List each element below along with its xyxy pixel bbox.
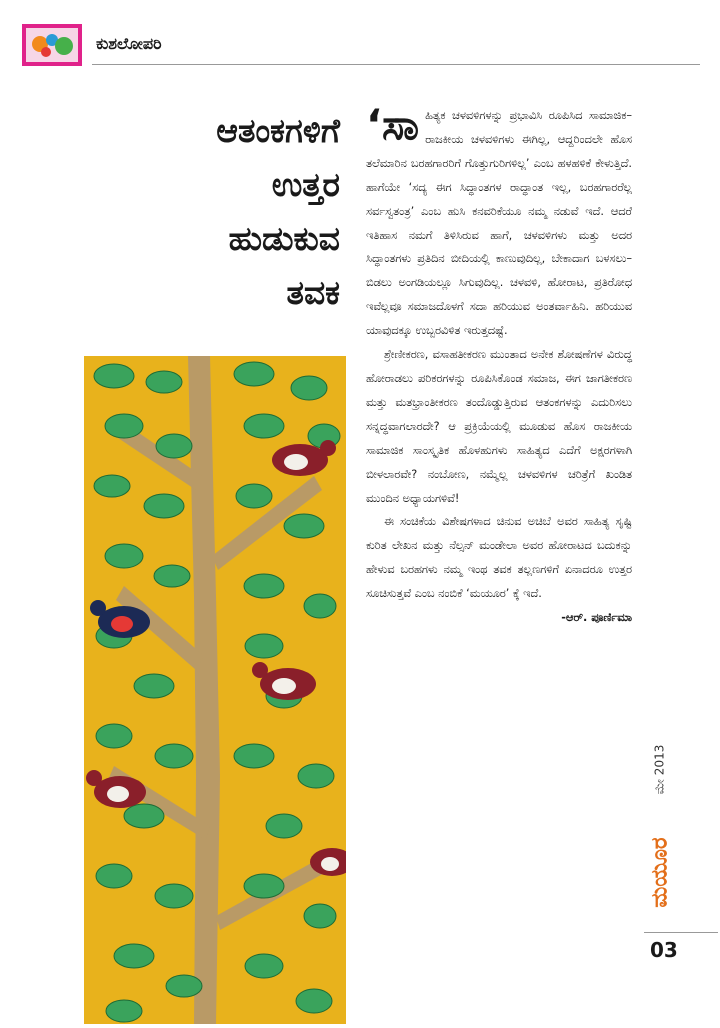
- title-line: ಆತಂಕಗಳಿಗೆ: [216, 111, 340, 150]
- author-signature: -ಆರ್. ಪೂರ್ಣಿಮಾ: [561, 611, 632, 625]
- title-line: ತವಕ: [286, 273, 340, 312]
- footer-rule: [644, 932, 718, 933]
- magazine-spine: [648, 740, 672, 920]
- paragraph-1: [366, 100, 632, 343]
- section-logo: [22, 24, 82, 66]
- header-rule: [92, 64, 700, 65]
- paragraph-2: ಶ್ರೇಣೀಕರಣ, ವಸಾಹತೀಕರಣ ಮುಂತಾದ ಅನೇಕ ಶೋಷಣೆಗಳ ವಿರುದ್ಧ ಹೋರಾಡಲು ಪರಿಕರಗಳನ್ನು ರೂಪಿಸಿಕೊಂಡ ಸಮಾಜ, ಈಗ ಜಾಗತೀಕರಣ ಮತ್ತು ಮತಭ್ರಾಂತೀಕರಣ ತಂದೊಡ್ಡುತ್ತಿರುವ ಆತಂಕಗಳನ್ನು ಎದುರಿಸಲು ಸನ್ನದ್ಧವಾಗಲಾರದೇ? ಆ ಪ್ರಕ್ರಿಯೆಯಲ್ಲಿ ಮೂಡುವ ಹೊಸ ರಾಜಕೀಯ ಸಾಮಾಜಿಕ ಸಾಂಸ್ಕೃತಿಕ ಹೊಳಹುಗಳು ಸಾಹಿತ್ಯದ ಎದೆಗೆ ಅಕ್ಷರಗಳಾಗಿ ಬೀಳಲಾರವೇ? ನಂಬೋಣ, ನಮ್ಮೆಲ್ಲ ಚಳವಳಿಗಳ ಚರಿತ್ರೆಗೆ ಖಂಡಿತ ಮುಂದಿನ ಅಧ್ಯಾಯಗಳಿವೆ!: [366, 348, 632, 505]
- magazine-name: ಮಯೂರ: [647, 837, 673, 908]
- page-number: 03: [650, 938, 678, 962]
- page-header: [22, 24, 698, 68]
- article-body: [366, 100, 632, 630]
- title-line: ಉತ್ತರ: [271, 165, 340, 204]
- section-title: ಕುಶಲೋಪರಿ: [96, 34, 162, 53]
- paragraph-1-text: ಹಿತ್ಯಕ ಚಳವಳಿಗಳನ್ನು ಪ್ರಭಾವಿಸಿ ರೂಪಿಸಿದ ಸಾಮಾಜಿಕ–ರಾಜಕೀಯ ಚಳವಳಿಗಳು ಈಗಿಲ್ಲ, ಆದ್ದರಿಂದಲೇ ಹೊಸ ತಲೆಮಾರಿನ ಬರಹಗಾರರಿಗೆ ಗೊತ್ತುಗುರಿಗಳಿಲ್ಲ’ ಎಂಬ ಹಳಹಳಿಕೆ ಕೇಳುತ್ತಿದೆ. ಹಾಗೆಯೇ ‘ಸದ್ಯ ಈಗ ಸಿದ್ಧಾಂತಗಳ ರಾದ್ಧಾಂತ ಇಲ್ಲ, ಬರಹಗಾರರೆಲ್ಲ ಸರ್ವಸ್ವತಂತ್ರ’ ಎಂಬ ಹುಸಿ ಕನವರಿಕೆಯೂ ನಮ್ಮ ನಡುವೆ ಇದೆ. ಆದರೆ ಇತಿಹಾಸ ನಮಗೆ ತಿಳಿಸಿರುವ ಹಾಗೆ, ಚಳವಳಿಗಳು ಮತ್ತು ಅದರ ಸಿದ್ಧಾಂತಗಳು ಪ್ರತಿದಿನ ಬೀದಿಯಲ್ಲಿ ಕಾಣುವುದಿಲ್ಲ, ಬೇಕಾದಾಗ ಬಳಸಲು– ಬಿಡಲು ಅಂಗಡಿಯಲ್ಲೂ ಸಿಗುವುದಿಲ್ಲ. ಚಳವಳಿ, ಹೋರಾಟ, ಪ್ರತಿರೋಧ ಇವೆಲ್ಲವೂ ಸಮಾಜದೊಳಗೆ ಸದಾ ಹರಿಯುವ ಅಂತರ್ವಾಹಿನಿ. ಹರಿಯುವ ಯಾವುದಕ್ಕೂ ಉಬ್ಬರವಿಳಿತ ಇರುತ್ತದಷ್ಟೆ.: [366, 109, 632, 338]
- title-line: ಹುಡುಕುವ: [228, 219, 340, 258]
- article-title: [100, 104, 340, 320]
- paragraph-3: ಈ ಸಂಚಿಕೆಯ ವಿಶೇಷಗಳಾದ ಚಿನುವ ಅಚಿಬೆ ಅವರ ಸಾಹಿತ್ಯ ಸೃಷ್ಟಿ ಕುರಿತ ಲೇಖನ ಮತ್ತು ನೆಲ್ಸನ್ ಮಂಡೇಲಾ ಅವರ ಹೋರಾಟದ ಬದುಕನ್ನು ಹೇಳುವ ಬರಹಗಳು ನಮ್ಮ ಇಂಥ ತವಕ ತಲ್ಲಣಗಳಿಗೆ ಏನಾದರೂ ಉತ್ತರ ಸೂಚಿಸುತ್ತವೆ ಎಂಬ ನಂಬಿಕೆ ‘ಮಯೂರ’ ಕ್ಕೆ ಇದೆ.: [366, 515, 632, 601]
- issue-date: ಮೇ 2013: [652, 744, 667, 795]
- tree-of-life-artwork: [84, 356, 346, 1024]
- drop-cap: ‘ಸಾ: [366, 100, 420, 149]
